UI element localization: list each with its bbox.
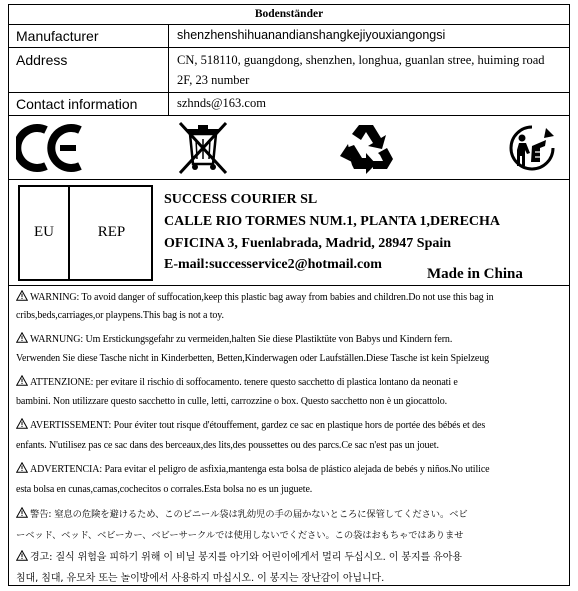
eu-rep-email: E-mail:successervice2@hotmail.com — [164, 257, 382, 272]
recycle-icon — [338, 121, 394, 175]
warning-ko-line1 — [16, 548, 462, 563]
made-in-china: Made in China — [427, 266, 523, 282]
warning-text: 경고: 질식 위험을 피하기 위해 이 비닐 봉지를 아기와 어린이에게서 멀리 두십시오. 이 봉지를 유아용 — [30, 552, 462, 563]
divider — [8, 115, 570, 116]
eu-rep-city: OFICINA 3, Fuenlabrada, Madrid, 28947 Spain — [164, 236, 452, 251]
warning-it-line1 — [16, 375, 458, 388]
rep-label: REP — [97, 224, 126, 240]
warning-es-line2: esta bolsa en cunas,camas,cochecitos o corrales.Esta bolsa no es un juguete. — [16, 484, 313, 495]
warning-fr-line1 — [16, 418, 485, 431]
divider — [8, 24, 570, 25]
divider — [8, 92, 570, 93]
address-label: Address — [16, 52, 68, 68]
warning-triangle-icon — [16, 550, 28, 561]
column-divider — [168, 24, 169, 115]
warning-es-line1 — [16, 462, 490, 475]
weee-crossed-bin-icon — [176, 120, 230, 176]
ce-mark-icon — [16, 124, 84, 172]
warning-triangle-icon — [16, 507, 28, 518]
product-title: Bodenständer — [254, 8, 324, 20]
warning-it-line2: bambini. Non utilizzare questo sacchetto in culle, letti, carrozzine o box. Questo sacchetto non è un giocattolo. — [16, 396, 448, 407]
warning-en-line1 — [16, 290, 494, 303]
warning-ja-line2: ーベッド、ベッド、ベビーカー、ベビーサークルでは使用しないでください。この袋はおもちゃではありませ — [16, 530, 464, 541]
warning-triangle-icon — [16, 418, 28, 429]
warning-de-line2: Verwenden Sie diese Tasche nicht in Kinderbetten, Betten,Kinderwagen oder Laufställen.Diese Tasche ist kein Spielzeug — [16, 353, 490, 364]
warning-text: 警告: 窒息の危険を避けるため、このビニール袋は乳幼児の手の届かないところに保管してください。ベビ — [30, 509, 468, 520]
eu-rep-street: CALLE RIO TORMES NUM.1, PLANTA 1,DERECHA — [164, 214, 501, 229]
eu-label: EU — [34, 224, 54, 240]
manufacturer-label: Manufacturer — [16, 28, 99, 44]
eu-rep-company: SUCCESS COURIER SL — [164, 192, 318, 207]
warning-triangle-icon — [16, 332, 28, 343]
warning-text: ATTENZIONE: per evitare il rischio di soffocamento. tenere questo sacchetto di plastica lontano da neonati e — [30, 377, 458, 388]
warning-triangle-icon — [16, 290, 28, 301]
warning-text: WARNUNG: Um Erstickungsgefahr zu vermeiden,halten Sie diese Plastiktüte von Babys und Kindern fern. — [30, 334, 453, 345]
warning-text: ADVERTENCIA: Para evitar el peligro de asfixia,mantenga esta bolsa de plástico alejada de bebés y niños.No utilice — [30, 464, 490, 475]
contact-label: Contact information — [16, 96, 138, 112]
warning-de-line1 — [16, 332, 452, 345]
warning-triangle-icon — [16, 462, 28, 473]
divider — [8, 179, 570, 180]
manufacturer-value: shenzhenshihuanandianshangkejiyouxiangongsi — [177, 28, 446, 42]
divider — [8, 285, 570, 286]
warning-ja-line1 — [16, 506, 468, 520]
triman-icon — [508, 124, 556, 172]
warning-text: AVERTISSEMENT: Pour éviter tout risque d'étouffement, gardez ce sac en plastique hors de portée des bébés et des — [30, 420, 486, 431]
address-value-line2: 2F, 23 number — [177, 73, 250, 87]
warning-fr-line2: enfants. N'utilisez pas ce sac dans des berceaux,des lits,des poussettes ou des parcs.Ce sac n'est pas un jouet. — [16, 440, 439, 451]
warning-en-line2: cribs,beds,carriages,or playpens.This bag is not a toy. — [16, 310, 224, 321]
contact-value: szhnds@163.com — [177, 96, 266, 110]
warning-ko-line2: 침대, 침대, 유모차 또는 놀이방에서 사용하지 마십시오. 이 봉지는 장난감이 아닙니다. — [16, 573, 385, 584]
divider — [8, 47, 570, 48]
warning-triangle-icon — [16, 375, 28, 386]
address-value-line1: CN, 518110, guangdong, shenzhen, longhua, guanlan stree, huiming road — [177, 53, 545, 67]
warning-text: WARNING: To avoid danger of suffocation,keep this plastic bag away from babies and children.Do not use this bag in — [30, 292, 494, 303]
